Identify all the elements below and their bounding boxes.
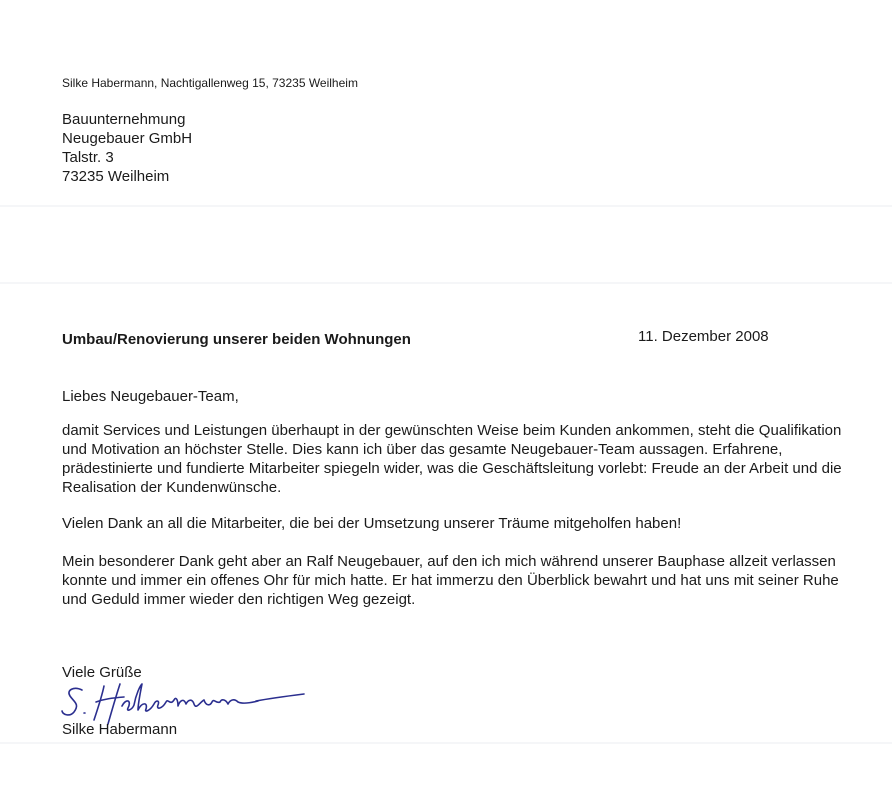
subject-line: Umbau/Renovierung unserer beiden Wohnungen — [62, 331, 411, 348]
recipient-line: Neugebauer GmbH — [62, 130, 193, 147]
letter-date: 11. Dezember 2008 — [638, 328, 769, 345]
body-paragraph: Mein besonderer Dank geht aber an Ralf Neugebauer, auf den ich mich während unserer Bauphase allzeit verlassen konnte und immer ein offenes Ohr für mich hatte. Er hat immerzu den Überblick bewahrt und hat uns mit seiner Ruhe und Geduld immer wieder den richtigen Weg gezeigt. — [62, 553, 839, 608]
sender-address-line: Silke Habermann, Nachtigallenweg 15, 73235 Weilheim — [62, 76, 358, 90]
recipient-line: Bauunternehmung — [62, 111, 186, 128]
body-paragraph: damit Services und Leistungen überhaupt in der gewünschten Weise beim Kunden ankommen, steht die Qualifikation und Motivation an höchster Stelle. Dies kann ich über das gesamte Neugebauer-Team aussagen. Erfahrene, prädestinierte und fundierte Mitarbeiter spiegeln wider, was die Geschäftsleitung vorlebt: Freude an der Arbeit und die Realisation der Kundenwünsche. — [62, 422, 842, 496]
scan-artifact — [0, 742, 892, 744]
salutation: Liebes Neugebauer-Team, — [62, 388, 239, 405]
scan-artifact — [0, 205, 892, 207]
recipient-line: 73235 Weilheim — [62, 168, 170, 185]
signer-name: Silke Habermann — [62, 721, 178, 738]
scan-artifact — [0, 282, 892, 284]
recipient-address — [62, 110, 192, 186]
closing: Viele Grüße — [62, 664, 142, 681]
recipient-line: Talstr. 3 — [62, 149, 114, 166]
body-paragraph: Vielen Dank an all die Mitarbeiter, die bei der Umsetzung unserer Träume mitgeholfen haben! — [62, 515, 682, 532]
